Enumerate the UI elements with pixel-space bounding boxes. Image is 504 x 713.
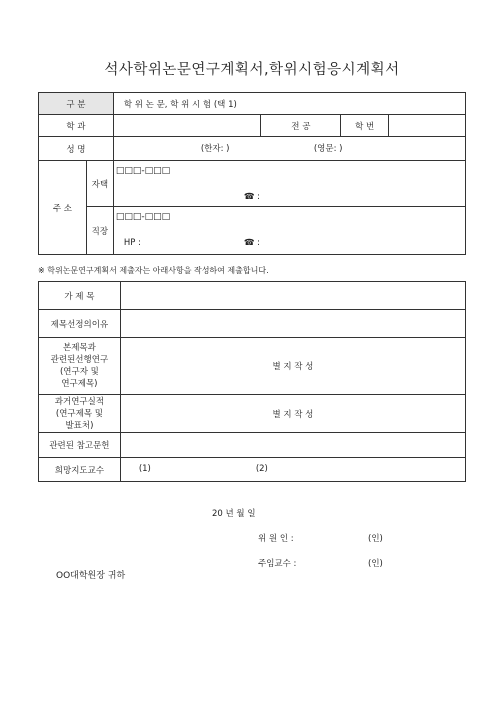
advisor-seal: (인) [368, 559, 383, 569]
name-label: 성 명 [39, 137, 114, 161]
tentative-title-label: 가 제 목 [39, 282, 121, 310]
student-id-label: 학 번 [341, 115, 389, 137]
name-english: (영문: ) [313, 144, 343, 154]
major-label: 전 공 [261, 115, 341, 137]
prior-research-label: 본제목과 관련된선행연구 (연구자 및 연구제목) [39, 338, 121, 395]
advisor-preference-field[interactable] [120, 458, 465, 482]
work-address-field[interactable] [113, 207, 465, 255]
home-label: 자택 [86, 161, 113, 207]
work-label: 직장 [86, 207, 113, 255]
name-field[interactable] [113, 137, 465, 161]
work-postcode: □□□-□□□ [115, 212, 171, 222]
address-label: 주 소 [39, 161, 87, 255]
advisor-preference-label: 희망지도교수 [39, 458, 121, 482]
work-hp: HP : [123, 238, 141, 248]
applicant-info-table [38, 92, 466, 255]
department-label: 학 과 [39, 115, 114, 137]
topic-reason-label: 제목선정의이유 [39, 310, 121, 338]
prior-research-field[interactable]: 별 지 작 성 [120, 338, 465, 395]
submission-date: 20 년 월 일 [212, 509, 256, 519]
references-field[interactable] [120, 433, 465, 458]
name-hanja: (한자: ) [200, 144, 230, 154]
applicant-label: 위 원 인 : [258, 534, 294, 544]
home-phone: ☎ : [243, 192, 260, 202]
department-field[interactable] [113, 115, 261, 137]
applicant-seal: (인) [368, 534, 383, 544]
topic-reason-field[interactable] [120, 310, 465, 338]
category-value[interactable]: 학 위 논 문, 학 위 시 험 (택 1) [113, 93, 465, 115]
references-label: 관련된 참고문헌 [39, 433, 121, 458]
work-phone: ☎ : [243, 238, 260, 248]
document-title: 석사학위논문연구계획서,학위시험응시계획서 [104, 62, 400, 78]
home-address-field[interactable] [113, 161, 465, 207]
home-postcode: □□□-□□□ [115, 166, 171, 176]
advisor-choice-1: (1) [138, 464, 151, 474]
category-label: 구 분 [39, 93, 114, 115]
recipient-line: OO대학원장 귀하 [56, 571, 126, 581]
advisor-signature-label: 주임교수 : [258, 559, 297, 569]
student-id-field[interactable] [389, 115, 466, 137]
past-research-field[interactable]: 별 지 작 성 [120, 395, 465, 433]
past-research-label: 과거연구실적 (연구제목 및 발표처) [39, 395, 121, 433]
advisor-choice-2: (2) [255, 464, 268, 474]
research-plan-table [38, 281, 466, 482]
tentative-title-field[interactable] [120, 282, 465, 310]
instruction-note: ※ 학위논문연구계획서 제출자는 아래사항을 작성하여 제출합니다. [38, 266, 269, 275]
